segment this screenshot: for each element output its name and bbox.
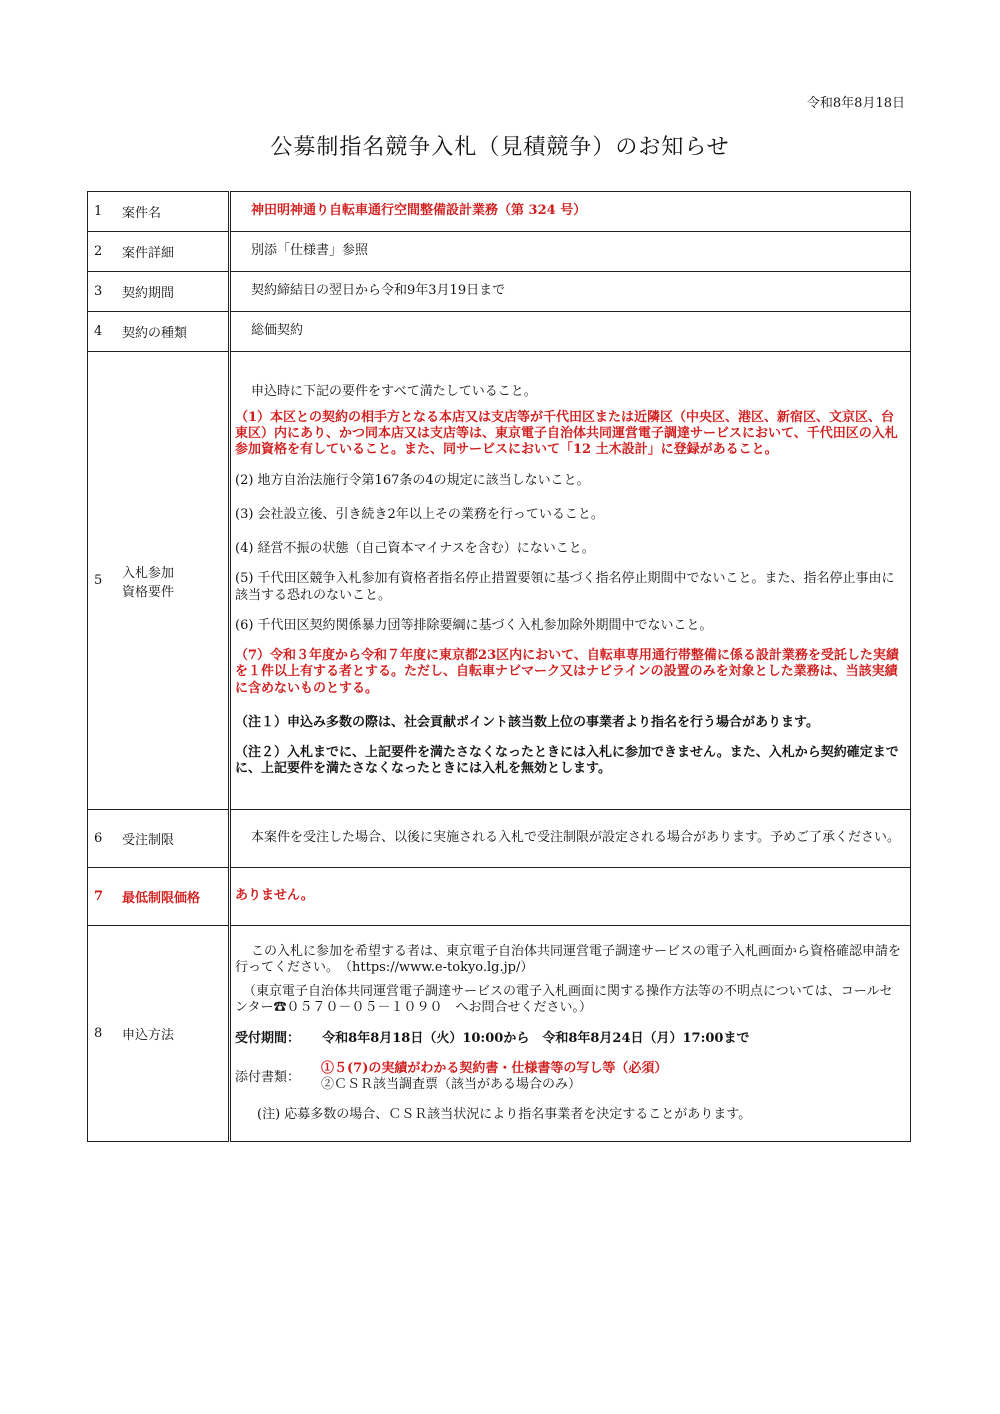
row-number: 6 — [88, 810, 119, 868]
case-detail-label: 案件詳細 — [122, 246, 175, 261]
min-price-label: 最低制限価格 — [122, 891, 201, 906]
row-number: 5 — [88, 352, 119, 810]
attachment-1: ①５(7)の実績がわかる契約書・仕様書等の写し等（必須） — [321, 1060, 668, 1076]
attachments — [235, 1061, 904, 1094]
apply-method-content — [230, 926, 911, 1142]
min-price-value: ありません。 — [235, 888, 314, 904]
order-limit-value: 本案件を受注した場合、以後に実施される入札で受注制限が設定される場合があります。予めご了承ください。 — [251, 830, 900, 846]
qualification-label-1: 入札参加 — [122, 565, 175, 581]
requirement-5: (5) 千代田区競争入札参加有資格者指名停止措置要領に基づく指名停止期間中でないこと。また、指名停止事由に該当する恐れのないこと。 — [235, 571, 895, 603]
row-4 — [88, 312, 911, 352]
requirement-3: (3) 会社設立後、引き続き2年以上その業務を行っていること。 — [235, 506, 604, 522]
row-value — [230, 192, 911, 232]
attachment-2: ②ＣＳＲ該当調査票（該当がある場合のみ） — [321, 1077, 582, 1092]
row-7 — [88, 868, 911, 926]
note-1: （注１）申込み多数の際は、社会貢献ポイント該当数上位の事業者より指名を行う場合があります。 — [235, 714, 819, 730]
row-number: 4 — [88, 312, 119, 352]
row-number: 3 — [88, 272, 119, 312]
page-title: 公募制指名競争入札（見積競争）のお知らせ — [270, 135, 730, 160]
requirements-intro: 申込時に下記の要件をすべて満たしていること。 — [251, 383, 537, 399]
row-number: 1 — [88, 192, 119, 232]
row-8 — [88, 926, 911, 1142]
requirement-2: (2) 地方自治法施行令第167条の4の規定に該当しないこと。 — [235, 472, 590, 488]
requirement-4: (4) 経営不振の状態（自己資本マイナスを含む）にないこと。 — [235, 541, 595, 556]
case-detail-value: 別添「仕様書」参照 — [251, 243, 369, 259]
row-6 — [88, 810, 911, 868]
contract-type-value: 総価契約 — [251, 323, 304, 339]
row-2 — [88, 232, 911, 272]
contract-type-label: 契約の種類 — [122, 326, 188, 341]
case-name-label: 案件名 — [122, 206, 162, 221]
row-1 — [88, 192, 911, 232]
row-number: 7 — [88, 868, 119, 926]
call-center-note: （東京電子自治体共同運営電子調達サービスの電子入札画面に関する操作方法等の不明点については、コールセンター☎０５７０－０５－１０９０ へお問合せください。） — [235, 984, 893, 1016]
requirement-7: （7）令和３年度から令和７年度に東京都23区内において、自転車専用通行帯整備に係る設計業務を受託した実績を１件以上有する者とする。ただし、自転車ナビマーク又はナビラインの設置のみを対象とした業務は、当該実績に含めないものとする。 — [235, 648, 899, 696]
notice-date: 令和8年8月18日 — [806, 96, 905, 111]
qualification-label-2: 資格要件 — [122, 584, 175, 600]
contract-period-value: 契約締結日の翌日から令和9年3月19日まで — [251, 283, 506, 299]
apply-instructions: この入札に参加を希望する者は、東京電子自治体共同運営電子調達サービスの電子入札画面から資格確認申請を行ってください。 （https://www.e-tokyo.lg.jp/） — [235, 943, 902, 975]
row-label — [118, 192, 230, 232]
qualification-requirements — [230, 352, 911, 810]
reception-period-value: 令和8年8月18日（火）10:00から 令和8年8月24日（月）17:00まで — [322, 1030, 750, 1046]
csr-note: (注) 応募多数の場合、ＣＳＲ該当状況により指名事業者を決定することがあります。 — [257, 1107, 752, 1123]
requirement-6: (6) 千代田区契約関係暴力団等排除要綱に基づく入札参加除外期間中でないこと。 — [235, 617, 713, 633]
row-number: 8 — [88, 926, 119, 1142]
contract-period-label: 契約期間 — [122, 286, 175, 301]
attachments-label: 添付書類： — [235, 1069, 301, 1085]
case-name-value: 神田明神通り自転車通行空間整備設計業務（第 324 号） — [251, 203, 587, 219]
notice-table — [87, 191, 911, 1142]
row-5 — [88, 352, 911, 810]
reception-period-label: 受付期間： — [235, 1030, 301, 1046]
order-limit-label: 受注制限 — [122, 833, 175, 848]
reception-period — [235, 1031, 904, 1047]
requirement-1: （1）本区との契約の相手方となる本店又は支店等が千代田区または近隣区（中央区、港区、新宿区、文京区、台東区）内にあり、かつ同本店又は支店等は、東京電子自治体共同運営電子調達サービスにおいて、千代田区の入札参加資格を有していること。また、同サービスにおいて「12 土木設計」に登録があること。 — [235, 409, 898, 458]
note-2: （注２）入札までに、上記要件を満たさなくなったときには入札に参加できません。また、入札から契約確定までに、上記要件を満たさなくなったときには入札を無効とします。 — [235, 745, 899, 777]
apply-method-label: 申込方法 — [122, 1028, 175, 1043]
row-number: 2 — [88, 232, 119, 272]
row-3 — [88, 272, 911, 312]
